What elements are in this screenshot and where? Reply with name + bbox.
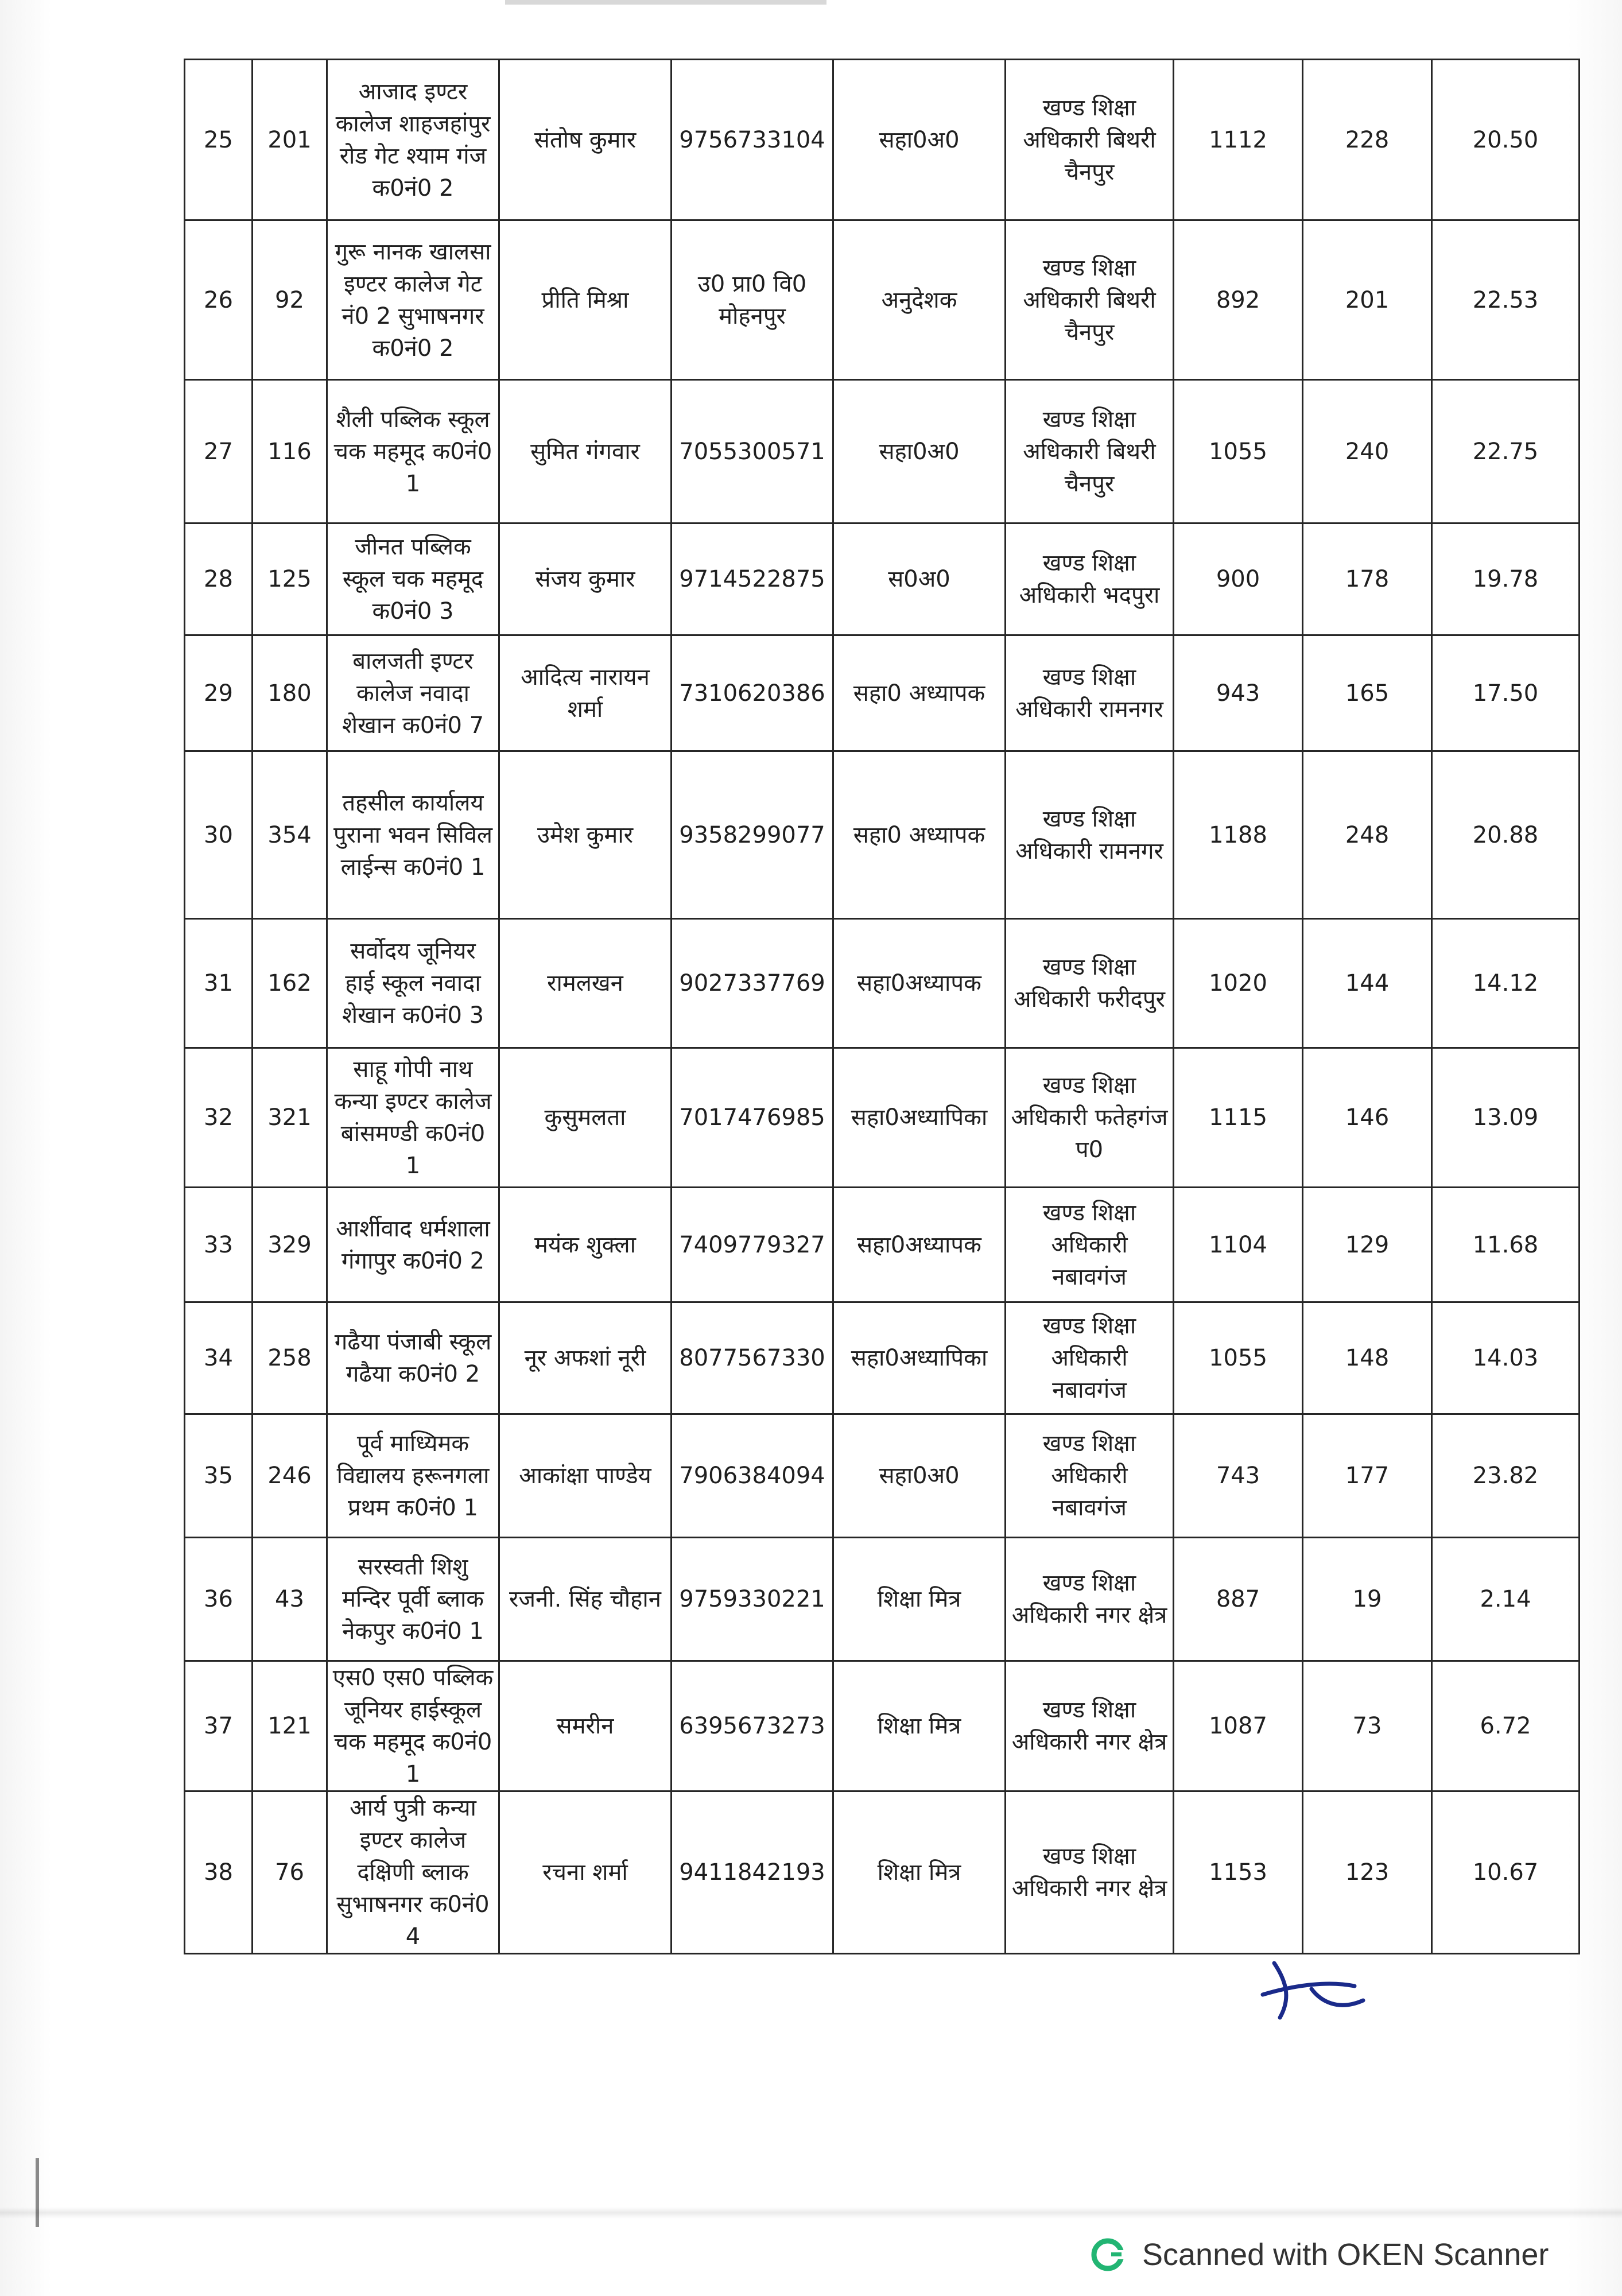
school-name-cell: एस0 एस0 पब्लिक जूनियर हाईस्कूल चक महमूद क0नं0 1 (327, 1661, 499, 1791)
school-name-cell: तहसील कार्यालय पुराना भवन सिविल लाईन्स क0नं0 1 (327, 751, 499, 919)
table-row (185, 1538, 1580, 1661)
count-a-cell: 887 (1174, 1538, 1303, 1661)
office-cell: खण्ड शिक्षा अधिकारी नबावगंज (1006, 1414, 1174, 1538)
designation-cell: सहा0अ0 (833, 1414, 1006, 1538)
school-name-cell: पूर्व माध्यिमक विद्यालय हरूनगला प्रथम क0नं0 1 (327, 1414, 499, 1538)
percent-cell: 23.82 (1432, 1414, 1580, 1538)
code-cell: 329 (253, 1188, 327, 1302)
count-a-cell: 1153 (1174, 1791, 1303, 1954)
table-row (185, 635, 1580, 751)
count-b-cell: 144 (1303, 919, 1432, 1048)
count-b-cell: 19 (1303, 1538, 1432, 1661)
serial-number-cell: 32 (185, 1048, 253, 1188)
designation-cell: सहा0अ0 (833, 60, 1006, 220)
designation-cell: शिक्षा मित्र (833, 1661, 1006, 1791)
serial-number-cell: 26 (185, 220, 253, 380)
code-cell: 121 (253, 1661, 327, 1791)
percent-cell: 22.75 (1432, 380, 1580, 523)
office-cell: खण्ड शिक्षा अधिकारी भदपुरा (1006, 523, 1174, 635)
code-cell: 125 (253, 523, 327, 635)
code-cell: 43 (253, 1538, 327, 1661)
count-b-cell: 165 (1303, 635, 1432, 751)
table-row (185, 1302, 1580, 1414)
serial-number-cell: 25 (185, 60, 253, 220)
phone-cell: 9759330221 (672, 1538, 833, 1661)
table-row (185, 60, 1580, 220)
person-name-cell: प्रीति मिश्रा (499, 220, 672, 380)
phone-cell: 9027337769 (672, 919, 833, 1048)
designation-cell: सहा0अध्यापक (833, 1188, 1006, 1302)
table-row (185, 1414, 1580, 1538)
table-row (185, 523, 1580, 635)
person-name-cell: संतोष कुमार (499, 60, 672, 220)
code-cell: 76 (253, 1791, 327, 1954)
phone-cell: 9358299077 (672, 751, 833, 919)
handwritten-signature (1257, 1946, 1372, 2026)
designation-cell: सहा0अध्यापिका (833, 1048, 1006, 1188)
code-cell: 201 (253, 60, 327, 220)
school-name-cell: गुरू नानक खालसा इण्टर कालेज गेट नं0 2 सुभाषनगर क0नं0 2 (327, 220, 499, 380)
school-name-cell: सर्वोदय जूनियर हाई स्कूल नवादा शेखान क0नं0 3 (327, 919, 499, 1048)
code-cell: 354 (253, 751, 327, 919)
count-a-cell: 900 (1174, 523, 1303, 635)
table-row (185, 1188, 1580, 1302)
count-a-cell: 1055 (1174, 380, 1303, 523)
count-b-cell: 228 (1303, 60, 1432, 220)
percent-cell: 19.78 (1432, 523, 1580, 635)
designation-cell: सहा0 अध्यापक (833, 751, 1006, 919)
count-b-cell: 178 (1303, 523, 1432, 635)
phone-cell: 7017476985 (672, 1048, 833, 1188)
percent-cell: 14.12 (1432, 919, 1580, 1048)
person-name-cell: मयंक शुक्ला (499, 1188, 672, 1302)
oken-scanner-logo-icon (1091, 2237, 1125, 2272)
percent-cell: 11.68 (1432, 1188, 1580, 1302)
table-row (185, 380, 1580, 523)
person-name-cell: रजनी. सिंह चौहान (499, 1538, 672, 1661)
count-b-cell: 73 (1303, 1661, 1432, 1791)
percent-cell: 20.50 (1432, 60, 1580, 220)
table-row (185, 1048, 1580, 1188)
count-b-cell: 148 (1303, 1302, 1432, 1414)
count-b-cell: 240 (1303, 380, 1432, 523)
office-cell: खण्ड शिक्षा अधिकारी नगर क्षेत्र (1006, 1791, 1174, 1954)
scanner-watermark (1091, 2232, 1549, 2278)
person-name-cell: आदित्य नारायन शर्मा (499, 635, 672, 751)
count-a-cell: 1020 (1174, 919, 1303, 1048)
phone-cell: उ0 प्रा0 वि0 मोहनपुर (672, 220, 833, 380)
phone-cell: 7310620386 (672, 635, 833, 751)
serial-number-cell: 30 (185, 751, 253, 919)
serial-number-cell: 34 (185, 1302, 253, 1414)
table-row (185, 1791, 1580, 1954)
school-name-cell: आर्य पुत्री कन्या इण्टर कालेज दक्षिणी ब्लाक सुभाषनगर क0नं0 4 (327, 1791, 499, 1954)
table-body (185, 60, 1580, 1954)
phone-cell: 6395673273 (672, 1661, 833, 1791)
designation-cell: स0अ0 (833, 523, 1006, 635)
code-cell: 180 (253, 635, 327, 751)
code-cell: 92 (253, 220, 327, 380)
school-name-cell: शैली पब्लिक स्कूल चक महमूद क0नं0 1 (327, 380, 499, 523)
school-name-cell: आर्शीवाद धर्मशाला गंगापुर क0नं0 2 (327, 1188, 499, 1302)
person-name-cell: नूर अफशां नूरी (499, 1302, 672, 1414)
office-cell: खण्ड शिक्षा अधिकारी नगर क्षेत्र (1006, 1538, 1174, 1661)
designation-cell: सहा0 अध्यापक (833, 635, 1006, 751)
count-a-cell: 1087 (1174, 1661, 1303, 1791)
office-cell: खण्ड शिक्षा अधिकारी नगर क्षेत्र (1006, 1661, 1174, 1791)
person-name-cell: सुमित गंगवार (499, 380, 672, 523)
percent-cell: 2.14 (1432, 1538, 1580, 1661)
designation-cell: अनुदेशक (833, 220, 1006, 380)
table-row (185, 1661, 1580, 1791)
person-name-cell: आकांक्षा पाण्डेय (499, 1414, 672, 1538)
school-name-cell: जीनत पब्लिक स्कूल चक महमूद क0नं0 3 (327, 523, 499, 635)
percent-cell: 14.03 (1432, 1302, 1580, 1414)
person-name-cell: उमेश कुमार (499, 751, 672, 919)
count-a-cell: 1112 (1174, 60, 1303, 220)
serial-number-cell: 33 (185, 1188, 253, 1302)
code-cell: 116 (253, 380, 327, 523)
table-row (185, 751, 1580, 919)
designation-cell: शिक्षा मित्र (833, 1538, 1006, 1661)
person-name-cell: संजय कुमार (499, 523, 672, 635)
count-a-cell: 1188 (1174, 751, 1303, 919)
office-cell: खण्ड शिक्षा अधिकारी फतेहगंज प0 (1006, 1048, 1174, 1188)
serial-number-cell: 29 (185, 635, 253, 751)
office-cell: खण्ड शिक्षा अधिकारी बिथरी चैनपुर (1006, 60, 1174, 220)
person-name-cell: रामलखन (499, 919, 672, 1048)
phone-cell: 7906384094 (672, 1414, 833, 1538)
office-cell: खण्ड शिक्षा अधिकारी नबावगंज (1006, 1302, 1174, 1414)
office-cell: खण्ड शिक्षा अधिकारी रामनगर (1006, 751, 1174, 919)
school-name-cell: गढैया पंजाबी स्कूल गढैया क0नं0 2 (327, 1302, 499, 1414)
office-cell: खण्ड शिक्षा अधिकारी बिथरी चैनपुर (1006, 380, 1174, 523)
phone-cell: 8077567330 (672, 1302, 833, 1414)
count-b-cell: 123 (1303, 1791, 1432, 1954)
scan-top-edge (505, 0, 826, 5)
table-row (185, 220, 1580, 380)
staff-register-table (184, 59, 1580, 1954)
percent-cell: 22.53 (1432, 220, 1580, 380)
count-b-cell: 177 (1303, 1414, 1432, 1538)
count-b-cell: 201 (1303, 220, 1432, 380)
count-a-cell: 1115 (1174, 1048, 1303, 1188)
school-name-cell: सरस्वती शिशु मन्दिर पूर्वी ब्लाक नेकपुर क0नं0 1 (327, 1538, 499, 1661)
office-cell: खण्ड शिक्षा अधिकारी रामनगर (1006, 635, 1174, 751)
phone-cell: 9756733104 (672, 60, 833, 220)
count-a-cell: 1055 (1174, 1302, 1303, 1414)
code-cell: 258 (253, 1302, 327, 1414)
percent-cell: 10.67 (1432, 1791, 1580, 1954)
person-name-cell: रचना शर्मा (499, 1791, 672, 1954)
phone-cell: 7055300571 (672, 380, 833, 523)
scan-bottom-shadow (0, 2207, 1622, 2219)
code-cell: 162 (253, 919, 327, 1048)
person-name-cell: कुसुमलता (499, 1048, 672, 1188)
count-a-cell: 1104 (1174, 1188, 1303, 1302)
phone-cell: 9714522875 (672, 523, 833, 635)
office-cell: खण्ड शिक्षा अधिकारी नबावगंज (1006, 1188, 1174, 1302)
serial-number-cell: 38 (185, 1791, 253, 1954)
serial-number-cell: 31 (185, 919, 253, 1048)
serial-number-cell: 37 (185, 1661, 253, 1791)
count-a-cell: 943 (1174, 635, 1303, 751)
designation-cell: सहा0अध्यापक (833, 919, 1006, 1048)
percent-cell: 13.09 (1432, 1048, 1580, 1188)
phone-cell: 9411842193 (672, 1791, 833, 1954)
count-a-cell: 892 (1174, 220, 1303, 380)
count-a-cell: 743 (1174, 1414, 1303, 1538)
serial-number-cell: 36 (185, 1538, 253, 1661)
designation-cell: शिक्षा मित्र (833, 1791, 1006, 1954)
count-b-cell: 146 (1303, 1048, 1432, 1188)
designation-cell: सहा0अ0 (833, 380, 1006, 523)
count-b-cell: 248 (1303, 751, 1432, 919)
school-name-cell: साहू गोपी नाथ कन्या इण्टर कालेज बांसमण्डी क0नं0 1 (327, 1048, 499, 1188)
table-row (185, 919, 1580, 1048)
serial-number-cell: 27 (185, 380, 253, 523)
school-name-cell: बालजती इण्टर कालेज नवादा शेखान क0नं0 7 (327, 635, 499, 751)
serial-number-cell: 35 (185, 1414, 253, 1538)
code-cell: 246 (253, 1414, 327, 1538)
office-cell: खण्ड शिक्षा अधिकारी फरीदपुर (1006, 919, 1174, 1048)
serial-number-cell: 28 (185, 523, 253, 635)
code-cell: 321 (253, 1048, 327, 1188)
percent-cell: 6.72 (1432, 1661, 1580, 1791)
designation-cell: सहा0अध्यापिका (833, 1302, 1006, 1414)
phone-cell: 7409779327 (672, 1188, 833, 1302)
person-name-cell: समरीन (499, 1661, 672, 1791)
count-b-cell: 129 (1303, 1188, 1432, 1302)
percent-cell: 17.50 (1432, 635, 1580, 751)
school-name-cell: आजाद इण्टर कालेज शाहजहांपुर रोड गेट श्याम गंज क0नं0 2 (327, 60, 499, 220)
percent-cell: 20.88 (1432, 751, 1580, 919)
office-cell: खण्ड शिक्षा अधिकारी बिथरी चैनपुर (1006, 220, 1174, 380)
scanner-text: Scanned with OKEN Scanner (1142, 2237, 1549, 2272)
